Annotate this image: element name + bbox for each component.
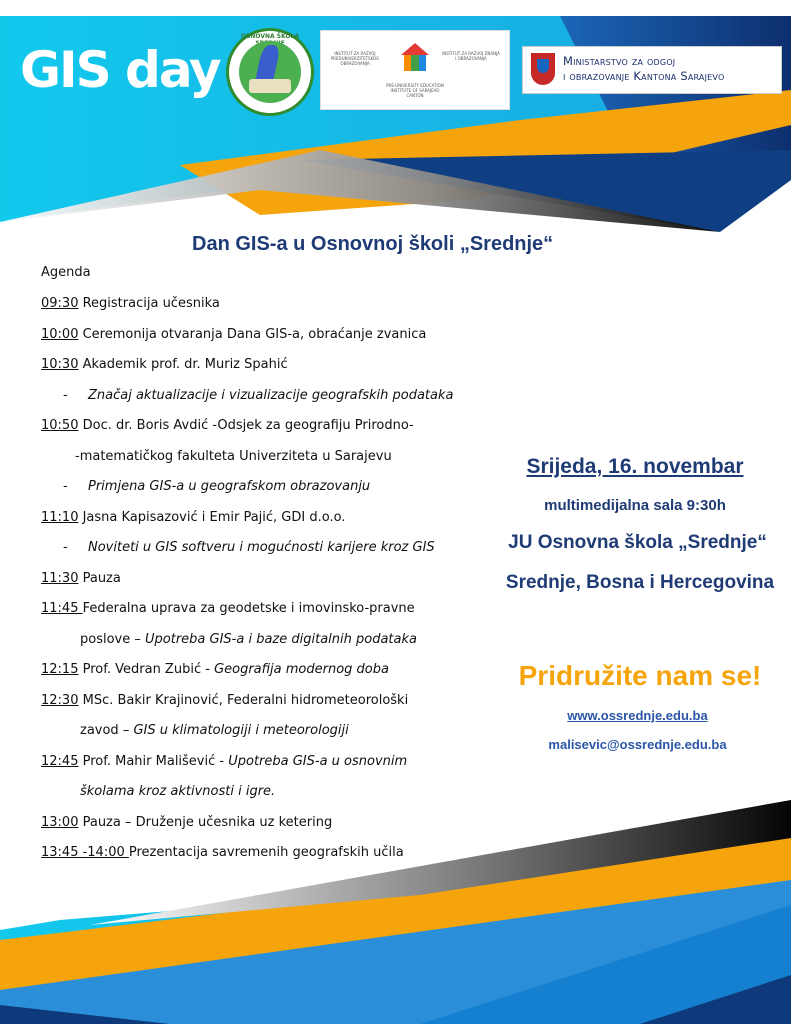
canton-crest-icon (531, 53, 555, 85)
page-title: Dan GIS-a u Osnovnoj školi „Srednje“ (192, 233, 554, 255)
agenda-continuation (80, 723, 349, 739)
agenda-time: 13:00 (41, 814, 79, 830)
ministry-line-2: i obrazovanje Kantona Sarajevo (563, 69, 725, 83)
agenda-text: Jasna Kapisazović i Emir Pajić, GDI d.o.o. (78, 509, 346, 525)
agenda-text: Pauza – Druženje učesnika uz ketering (78, 814, 333, 830)
agenda-text: Registracija učesnika (78, 296, 220, 311)
event-place: Srednje, Bosna i Hercegovina (505, 572, 775, 593)
event-school: JU Osnovna škola „Srednje“ (508, 532, 767, 553)
agenda-subitem: - Značaj aktualizacije i vizualizacije geografskih podataka (63, 387, 454, 403)
agenda-talk-title: Značaj aktualizacije i vizualizacije geografskih podataka (88, 387, 454, 403)
event-venue: multimedijalna sala 9:30h (544, 497, 726, 514)
agenda-continuation (80, 632, 417, 648)
agenda-time: 12:15 (41, 662, 79, 677)
website-link[interactable]: www.ossrednje.edu.ba (567, 708, 708, 723)
agenda-text: -matematičkog fakulteta Univerziteta u Sarajevu (75, 448, 392, 464)
agenda-text: zavod – (80, 723, 134, 738)
agenda-time: 13:45 -14:00 (41, 845, 129, 860)
agenda-text: Pauza (78, 570, 121, 586)
agenda-time: 11:45 (41, 601, 83, 616)
ministry-logo (522, 46, 782, 94)
ppi-institute-logo: INSTITUT ZA RAZVOJ PREDUNIVERZITETSKOG OBRAZOVANJA INSTITUT ZA RAZVOJ ZNANJA I OBRAZOVANJA PRE-UNIVERSITY EDUCATION INSTITUTE OF SARAJEVO CANTON (320, 30, 510, 110)
agenda-talk-title: Noviteti u GIS softveru i mogućnosti karijere kroz GIS (88, 540, 435, 555)
agenda-subitem: - Noviteti u GIS softveru i mogućnosti karijere kroz GIS (63, 540, 435, 555)
agenda-text: Ceremonija otvaranja Dana GIS-a, obraćanje zvanica (78, 326, 427, 342)
agenda-time: 12:45 (41, 753, 79, 769)
agenda-talk-title: Primjena GIS-a u geografskom obrazovanju (88, 479, 371, 494)
agenda-item (41, 601, 415, 617)
agenda-time: 10:00 (41, 326, 79, 342)
agenda-item (41, 693, 408, 709)
agenda-time: 09:30 (41, 296, 79, 311)
agenda-text: Doc. dr. Boris Avdić -Odsjek za geografiju Prirodno- (78, 418, 414, 433)
agenda-item (41, 357, 288, 373)
agenda-text: MSc. Bakir Krajinović, Federalni hidrometeorološki (78, 692, 409, 708)
agenda-text: Federalna uprava za geodetske i imovinsko-pravne (82, 601, 415, 616)
agenda-item (41, 510, 345, 526)
agenda-time: 11:10 (41, 509, 79, 525)
agenda-time: 12:30 (41, 692, 79, 708)
call-to-action: Pridružite nam se! (518, 660, 762, 691)
agenda-talk-title: Upotreba GIS-a u osnovnim (228, 753, 408, 769)
agenda-item (41, 327, 426, 343)
gis-day-logo: GIS day (20, 41, 220, 99)
agenda-talk-title: Upotreba GIS-a i baze digitalnih podataka (145, 631, 417, 647)
agenda-text: Akademik prof. dr. Muriz Spahić (78, 357, 288, 372)
agenda-text: poslove – (80, 631, 145, 647)
agenda-item (41, 845, 404, 861)
agenda-text: Prof. Mahir Mališević - (78, 753, 229, 769)
agenda-item (41, 815, 332, 831)
email-link[interactable]: malisevic@ossrednje.edu.ba (548, 737, 727, 752)
agenda-item (41, 662, 389, 678)
agenda-talk-title: GIS u klimatologiji i meteorologiji (133, 723, 349, 738)
agenda-continuation (80, 784, 275, 800)
school-seal-logo: OSNOVNA ŠKOLA (226, 28, 314, 116)
event-date: Srijeda, 16. novembar (526, 455, 744, 478)
agenda-time: 10:30 (41, 357, 79, 372)
agenda-item (41, 571, 121, 587)
agenda-item (41, 296, 220, 312)
agenda-time: 10:50 (41, 418, 79, 433)
agenda-talk-title: Geografija modernog doba (214, 662, 389, 677)
ministry-line-1: Ministarstvo za odgoj (563, 54, 676, 68)
agenda-item (41, 754, 407, 770)
agenda-talk-title: školama kroz aktivnosti i igre. (80, 784, 276, 799)
agenda-item (41, 418, 414, 434)
agenda-heading: Agenda (41, 265, 91, 280)
agenda-text: Prof. Vedran Zubić - (78, 662, 215, 677)
agenda-subitem: - Primjena GIS-a u geografskom obrazovanju (63, 479, 371, 494)
agenda-continuation (75, 449, 392, 465)
agenda-time: 11:30 (41, 570, 79, 586)
agenda-text: Prezentacija savremenih geografskih učila (128, 845, 404, 860)
